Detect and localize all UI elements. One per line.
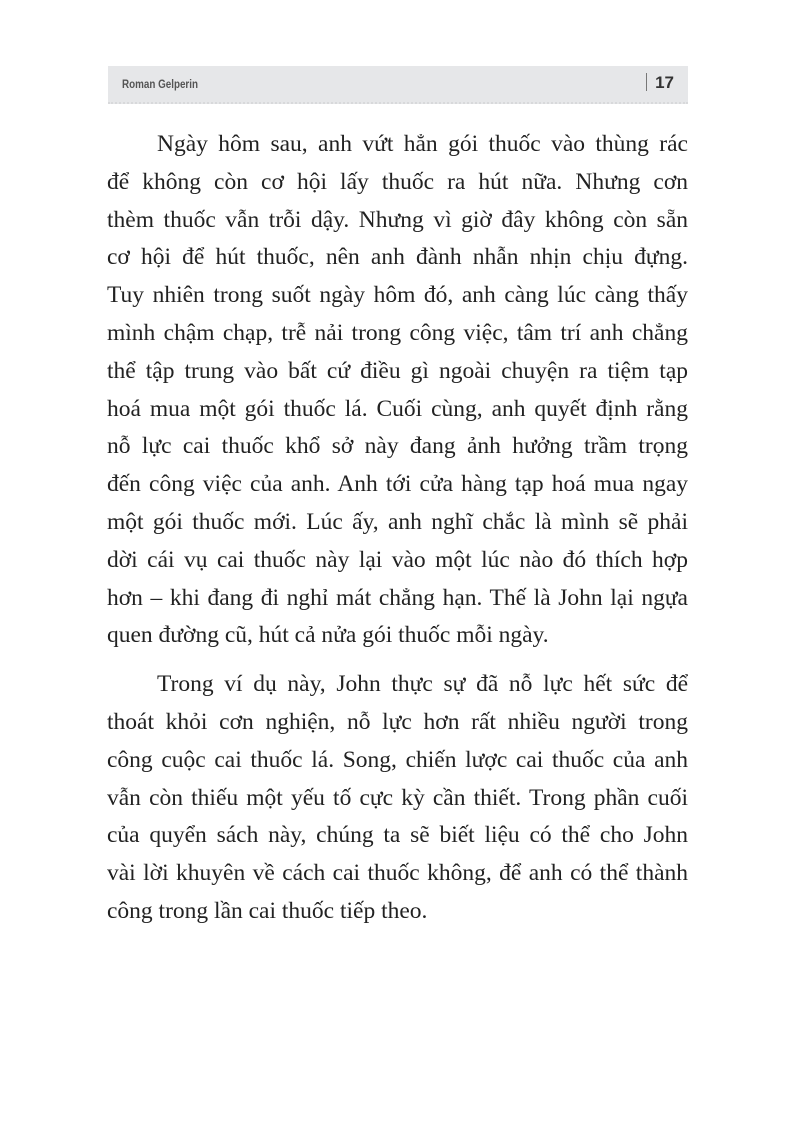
text-line: để không còn cơ hội lấy thuốc ra hút nữa. Nhưng cơn: [107, 168, 688, 195]
text-line: dời cái vụ cai thuốc này lại vào một lúc nào đó thích hợp: [107, 546, 688, 573]
text-line: quen đường cũ, hút cả nửa gói thuốc mỗi ngày.: [107, 622, 549, 649]
text-line: Trong ví dụ này, John thực sự đã nỗ lực hết sức để: [157, 671, 688, 698]
text-line: của quyển sách này, chúng ta sẽ biết liệu có thể cho John: [107, 822, 688, 849]
text-line: thể tập trung vào bất cứ điều gì ngoài chuyện ra tiệm tạp: [107, 357, 688, 384]
text-line: một gói thuốc mới. Lúc ấy, anh nghĩ chắc là mình sẽ phải: [107, 508, 688, 535]
text-line: vẫn còn thiếu một yếu tố cực kỳ cần thiết. Trong phần cuối: [107, 784, 688, 811]
text-line: công cuộc cai thuốc lá. Song, chiến lược cai thuốc của anh: [107, 746, 688, 773]
text-line: Tuy nhiên trong suốt ngày hôm đó, anh càng lúc càng thấy: [107, 282, 688, 309]
text-line: hơn – khi đang đi nghỉ mát chẳng hạn. Thế là John lại ngựa: [107, 584, 688, 611]
text-line: nỗ lực cai thuốc khổ sở này đang ảnh hưởng trầm trọng: [107, 433, 688, 460]
text-line: công trong lần cai thuốc tiếp theo.: [107, 897, 428, 924]
page-number-text: 17: [655, 73, 674, 92]
text-line: cơ hội để hút thuốc, nên anh đành nhẫn nhịn chịu đựng.: [107, 244, 688, 271]
paragraph: [107, 126, 688, 655]
text-line: vài lời khuyên về cách cai thuốc không, để anh có thể thành: [107, 860, 688, 887]
text-line: thèm thuốc vẫn trỗi dậy. Nhưng vì giờ đây không còn sẵn: [107, 206, 688, 233]
page-number: [646, 73, 674, 93]
header-author: Roman Gelperin: [122, 77, 199, 91]
page-body: [107, 126, 688, 942]
header-divider: [646, 73, 647, 91]
text-line: Ngày hôm sau, anh vứt hẳn gói thuốc vào thùng rác: [157, 131, 688, 157]
text-line: mình chậm chạp, trễ nải trong công việc, tâm trí anh chẳng: [107, 319, 688, 346]
running-header: [108, 66, 688, 104]
text-line: thoát khỏi cơn nghiện, nỗ lực hơn rất nhiều người trong: [107, 708, 688, 735]
paragraph: [107, 666, 688, 931]
text-line: đến công việc của anh. Anh tới cửa hàng tạp hoá mua ngay: [107, 471, 688, 498]
text-line: hoá mua một gói thuốc lá. Cuối cùng, anh quyết định rằng: [107, 395, 688, 422]
